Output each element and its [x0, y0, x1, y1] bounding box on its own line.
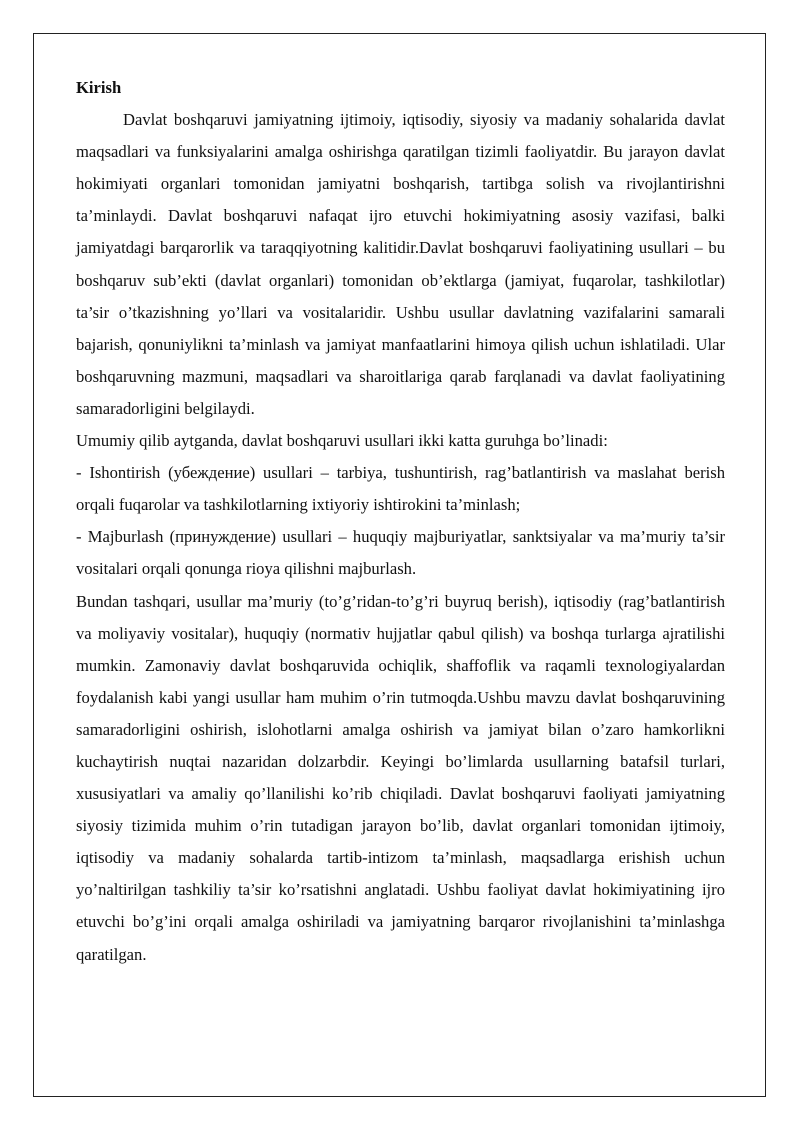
section-heading: Kirish	[76, 78, 122, 97]
list-item-persuasion: - Ishontirish (убеждение) usullari – tarbiya, tushuntirish, rag’batlantirish va maslahat berish orqali fuqarolar va tashkilotlarning ixtiyoriy ishtirokini ta’minlash;	[76, 463, 725, 515]
document-body	[76, 72, 725, 971]
paragraph-intro: Davlat boshqaruvi jamiyatning ijtimoiy, iqtisodiy, siyosiy va madaniy sohalarida davlat maqsadlari va funksiyalarini amalga oshirishga qaratilgan tizimli faoliyatdir. Bu jarayon davlat hokimiyati organlari tomonidan jamiyatni boshqarish, tartibga solish va rivojlantirishni ta’minlaydi. Davlat boshqaruvi nafaqat ijro etuvchi hokimiyatning asosiy vazifasi, balki jamiyatdagi barqarorlik va taraqqiyotning kalitidir.Davlat boshqaruvi faoliyatining usullari – bu boshqaruv sub’ekti (davlat organlari) tomonidan ob’ektlarga (jamiyat, fuqarolar, tashkilotlar) ta’sir o’tkazishning yo’llari va vositalaridir. Ushbu usullar davlatning vazifalarini samarali bajarish, qonuniylikni ta’minlash va jamiyat manfaatlarini himoya qilish uchun ishlatiladi. Ular boshqaruvning mazmuni, maqsadlari va sharoitlariga qarab farqlanadi va davlat faoliyatining samaradorligini belgilaydi.	[76, 110, 725, 418]
list-item-coercion: - Majburlash (принуждение) usullari – huquqiy majburiyatlar, sanktsiyalar va ma’muriy ta’sir vositalari orqali qonunga rioya qilishni majburlash.	[76, 527, 725, 579]
paragraph-conclusion: Bundan tashqari, usullar ma’muriy (to’g’ridan-to’g’ri buyruq berish), iqtisodiy (rag’batlantirish va moliyaviy vositalar), huquqiy (normativ hujjatlar qabul qilish) va boshqa turlarga ajratilishi mumkin. Zamonaviy davlat boshqaruvida ochiqlik, shaffoflik va raqamli texnologiyalardan foydalanish kabi yangi usullar ham muhim o’rin tutmoqda.Ushbu mavzu davlat boshqaruvining samaradorligini oshirish, islohotlarni amalga oshirish va jamiyat bilan o’zaro hamkorlikni kuchaytirish nuqtai nazaridan dolzarbdir. Keyingi bo’limlarda usullarning batafsil turlari, xususiyatlari va amaliy qo’llanilishi ko’rib chiqiladi. Davlat boshqaruvi faoliyati jamiyatning siyosiy tizimida muhim o’rin tutadigan jarayon bo’lib, davlat organlari tomonidan ijtimoiy, iqtisodiy va madaniy sohalarda tartib-intizom ta’minlash, maqsadlarga erishish uchun yo’naltirilgan tashkiliy ta’sir ko’rsatishni anglatadi. Ushbu faoliyat davlat hokimiyatining ijro etuvchi bo’g’ini orqali amalga oshiriladi va jamiyatning barqaror rivojlanishini ta’minlashga qaratilgan.	[76, 591, 725, 964]
paragraph-summary: Umumiy qilib aytganda, davlat boshqaruvi usullari ikki katta guruhga bo’linadi:	[76, 431, 608, 451]
